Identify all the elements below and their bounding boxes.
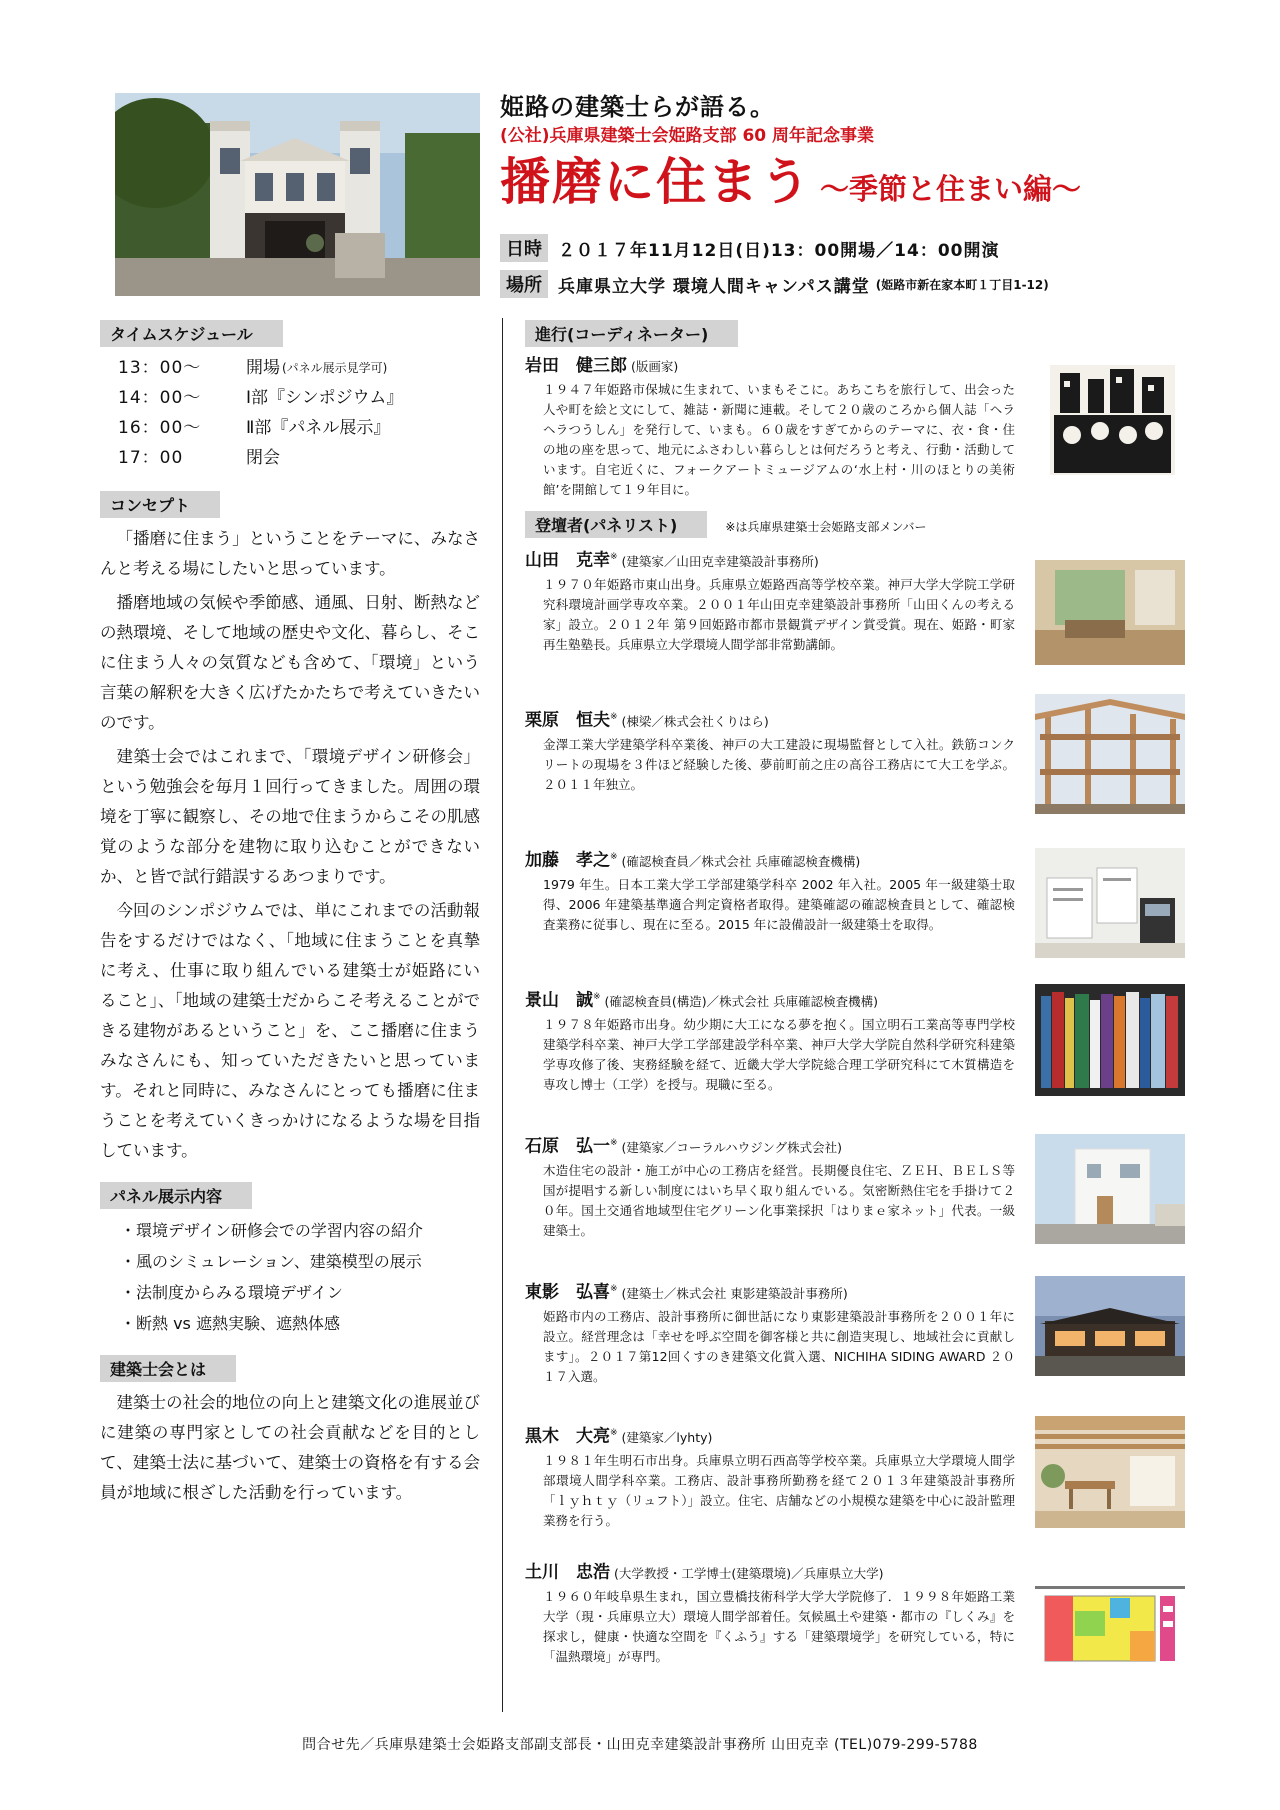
date-line <box>500 234 1260 262</box>
panelist-name: 栗原 恒夫 <box>525 710 610 731</box>
coordinator-heading: 進行(コーディネーター) <box>525 320 738 347</box>
schedule-event: 開場 <box>246 358 280 378</box>
schedule-time: 14：00〜 <box>118 388 202 408</box>
panelist-bio: １９７８年姫路市出身。幼少期に大工になる夢を抱く。国立明石工業高等専門学校建築学科卒業、神戸大学工学部建設学科卒業、神戸大学大学院自然科学研究科建築学専攻修了後、実務経験を経て、近畿大学大学院総合理工学研究科にて木質構造を専攻し博士（工学）を授与。現職に至る。 <box>543 1016 1015 1092</box>
schedule-heading: タイムスケジュール <box>100 320 283 347</box>
panelist-entry <box>525 984 1185 1130</box>
member-mark: ※ <box>610 1428 618 1438</box>
header-text-block <box>500 90 1260 298</box>
organizer-line: (公社)兵庫県建築士会姫路支部 60 周年記念事業 <box>500 126 875 146</box>
panelist-entry <box>525 1420 1185 1556</box>
panelist-role: (建築家／lyhty) <box>621 1429 713 1445</box>
schedule-event: 閉会 <box>246 448 280 468</box>
venue-line <box>500 270 1260 298</box>
member-mark: ※ <box>610 852 618 862</box>
panelist-entry <box>525 1276 1185 1420</box>
list-item: ・環境デザイン研修会での学習内容の紹介 <box>120 1221 423 1240</box>
schedule-row <box>100 383 480 413</box>
panelist-thermal-diagram <box>1035 1576 1185 1676</box>
panelist-bio: 姫路市内の工務店、設計事務所に御世話になり東影建築設計事務所を２００１年に設立。経営理念は「幸せを呼ぶ空間を御客様と共に創造実現し、地域社会に貢献します」。２０１７第12回くすのき建築文化賞入選、NICHIHA SIDING AWARD ２０１７入選。 <box>543 1308 1015 1384</box>
panelist-photo <box>1035 848 1185 958</box>
date-label: 日時 <box>500 234 548 262</box>
panelist-heading: 登壇者(パネリスト) <box>525 511 707 538</box>
schedule-time: 13：00〜 <box>118 358 202 378</box>
panelist-entry <box>525 1556 1185 1676</box>
schedule-row <box>100 413 480 443</box>
panelist-role: (確認検査員／株式会社 兵庫確認検査機構) <box>621 853 861 869</box>
schedule-row <box>100 353 480 383</box>
panelist-name: 石原 弘一 <box>525 1136 610 1157</box>
panelist-heading-row <box>525 511 1185 538</box>
panelist-note: ※は兵庫県建築士会姫路支部メンバー <box>725 520 927 534</box>
list-item: ・風のシミュレーション、建築模型の展示 <box>120 1252 422 1271</box>
coordinator-name: 岩田 健三郎 <box>525 356 627 376</box>
event-title <box>500 150 1260 226</box>
footer-contact: 問合せ先／兵庫県建築士会姫路支部副支部長・山田克幸建築設計事務所 山田克幸 (TEL)079-299-5788 <box>302 1737 978 1753</box>
event-title-sub: 〜季節と住まい編〜 <box>820 172 1082 206</box>
date-value: ２０１７年11月12日(日)13：00開場／14：00開演 <box>558 240 1000 261</box>
concept-body <box>100 524 480 1166</box>
coordinator-bio: １９４７年姫路市保城に生まれて、いまもそこに。あちこちを旅行して、出会った人や町を絵と文にして、雑誌・新聞に連載。そして２０歳のころから個人誌「ヘラヘラつうしん」を発行して、いまも。６０歳をすぎてからのテーマに、衣・食・住の地の座を思って、地元にふさわしい暮らしとは何だろうと考え、行動・活動しています。自宅近くに、フォークアートミュージアムの‘水上村・川のほとりの美術館’を開館して１９年目に。 <box>543 382 1015 497</box>
right-column <box>525 320 1185 1676</box>
concept-heading: コンセプト <box>100 491 220 518</box>
venue-address: (姫路市新在家本町１丁目1-12) <box>875 277 1049 292</box>
list-item: ・断熱 vs 遮熱実験、遮熱体感 <box>120 1314 340 1333</box>
panelist-entry <box>525 844 1185 984</box>
schedule-time: 17：00 <box>118 448 184 468</box>
panelist-bio: １９８１年生明石市出身。兵庫県立明石西高等学校卒業。兵庫県立大学環境人間学部環境人間学科卒業。工務店、設計事務所勤務を経て２０１３年建築設計事務所「ｌｙｈｔｙ（リュフト）」設立。住宅、店舗などの小規模な建築を中心に設計監理業務を行う。 <box>543 1452 1015 1528</box>
list-item: ・法制度からみる環境デザイン <box>120 1283 343 1302</box>
panelist-name: 土川 忠浩 <box>525 1562 610 1583</box>
about-heading: 建築士会とは <box>100 1355 236 1382</box>
panelist-role: (建築士／株式会社 東影建築設計事務所) <box>621 1285 848 1301</box>
panelist-photo <box>1035 1134 1185 1244</box>
coordinator-entry <box>525 353 1185 503</box>
panelist-bio: 金澤工業大学建築学科卒業後、神戸の大工建設に現場監督として入社。鉄筋コンクリートの現場を３件ほど経験した後、夢前町前之庄の高谷工務店にて大工を学ぶ。２０１１年独立。 <box>543 736 1015 792</box>
venue-label: 場所 <box>500 270 548 298</box>
panelist-bio: 木造住宅の設計・施工が中心の工務店を経営。長期優良住宅、ＺＥＨ、ＢＥＬＳ等国が提唱する新しい制度にはいち早く取り組んでいる。気密断熱住宅を手掛けて２０年。国土交通省地域型住宅グリーン化事業採択「はりまｅ家ネット」代表。一級建築士。 <box>543 1162 1015 1238</box>
coordinator-role: (版画家) <box>631 359 679 374</box>
member-mark: ※ <box>610 712 618 722</box>
panelist-name: 山田 克幸 <box>525 550 610 571</box>
concept-paragraph: 播磨地域の気候や季節感、通風、日射、断熱などの熱環境、そして地域の歴史や文化、暮らし、そこに住まう人々の気質なども含めて、「環境」という言葉の解釈を大きく広げたかたちで考えていきたいのです。 <box>100 593 480 732</box>
panelist-role: (建築家／コーラルハウジング株式会社) <box>621 1139 842 1155</box>
concept-paragraph: 今回のシンポジウムでは、単にこれまでの活動報告をするだけではなく、「地域に住まうことを真摯に考え、仕事に取り組んでいる建築士が姫路にいること」、「地域の建築士だからこそ考えることができる建物があるということ」を、ここ播磨に住まうみなさんにも、知っていただきたいと思っています。それと同時に、みなさんにとっても播磨に住まうことを考えていくきっかけになるような場を目指しています。 <box>100 901 480 1160</box>
member-mark: ※ <box>593 992 601 1002</box>
panelist-photo <box>1035 694 1185 814</box>
panelist-entry <box>525 544 1185 704</box>
member-mark: ※ <box>610 1138 618 1148</box>
schedule-note: (パネル展示見学可) <box>282 361 388 375</box>
panelist-role: (建築家／山田克幸建築設計事務所) <box>621 553 819 569</box>
schedule-event: Ⅰ部『シンポジウム』 <box>246 388 404 408</box>
panelist-photo <box>1035 1276 1185 1376</box>
panelist-name: 東影 弘喜 <box>525 1282 610 1303</box>
panelist-entry <box>525 704 1185 844</box>
panelist-photo <box>1035 984 1185 1096</box>
schedule-event: Ⅱ部『パネル展示』 <box>246 418 391 438</box>
schedule-list <box>100 353 480 473</box>
panelist-entry <box>525 1130 1185 1276</box>
concept-paragraph: 「播磨に住まう」ということをテーマに、みなさんと考える場にしたいと思っています。 <box>100 529 480 578</box>
member-mark: ※ <box>610 1284 618 1294</box>
panelist-name: 景山 誠 <box>525 990 593 1011</box>
panelist-role: (確認検査員(構造)／株式会社 兵庫確認検査機構) <box>604 993 879 1009</box>
coordinator-woodcut-image <box>1050 365 1175 475</box>
panelist-name: 加藤 孝之 <box>525 850 610 871</box>
panel-exhibit-heading: パネル展示内容 <box>100 1182 252 1209</box>
schedule-row <box>100 443 480 473</box>
panelist-bio: １９７０年姫路市東山出身。兵庫県立姫路西高等学校卒業。神戸大学大学院工学研究科環境計画学専攻卒業。２００１年山田克幸建築設計事務所「山田くんの考える家」設立。２０１２年 第９回姫路市都市景観賞デザイン賞受賞。現在、姫路・町家再生塾塾長。兵庫県立大学環境人間学部非常勤講師。 <box>543 576 1015 652</box>
panelist-photo <box>1035 1416 1185 1528</box>
about-text: 建築士の社会的地位の向上と建築文化の進展並びに建築の専門家としての社会貢献などを目的として、建築士法に基づいて、建築士の資格を有する会員が地域に根ざした活動を行っています。 <box>100 1393 480 1502</box>
member-mark: ※ <box>610 552 618 562</box>
panelist-bio: １９６０年岐阜県生まれ，国立豊橋技術科学大学大学院修了．１９９８年姫路工業大学（現・兵庫県立大）環境人間学部着任。気候風土や建築・都市の『しくみ』を探求し，健康・快適な空間を『くふう』する「建築環境学」を研究している，特に「温熱環境」が専門。 <box>543 1588 1015 1664</box>
left-column <box>100 320 480 1508</box>
concept-paragraph: 建築士会ではこれまで、「環境デザイン研修会」という勉強会を毎月１回行ってきました。周囲の環境を丁寧に観察し、その地で住まうからこその肌感覚のような部分を建物に取り込むことができないか、と皆で試行錯誤するあつまりです。 <box>100 747 480 886</box>
column-divider <box>502 318 503 1712</box>
panelist-name: 黒木 大亮 <box>525 1426 610 1447</box>
panelist-photo <box>1035 560 1185 665</box>
panel-exhibit-list <box>100 1215 480 1339</box>
header-building-photo <box>115 93 480 296</box>
event-title-main: 播磨に住まう <box>500 153 812 211</box>
venue-value: 兵庫県立大学 環境人間キャンパス講堂 <box>558 276 870 297</box>
panelist-role: (棟梁／株式会社くりはら) <box>621 713 769 729</box>
event-tagline: 姫路の建築士らが語る。 <box>500 93 775 121</box>
panelist-role: (大学教授・工学博士(建築環境)／兵庫県立大学) <box>614 1565 884 1581</box>
panelist-bio: 1979 年生。日本工業大学工学部建築学科卒 2002 年入社。2005 年一級建築士取得、2006 年建築基準適合判定資格者取得。建築確認の確認検査員として、確認検査業務に従事し、現在に至る。2015 年に設備設計一級建築士を取得。 <box>543 876 1015 932</box>
schedule-time: 16：00〜 <box>118 418 202 438</box>
